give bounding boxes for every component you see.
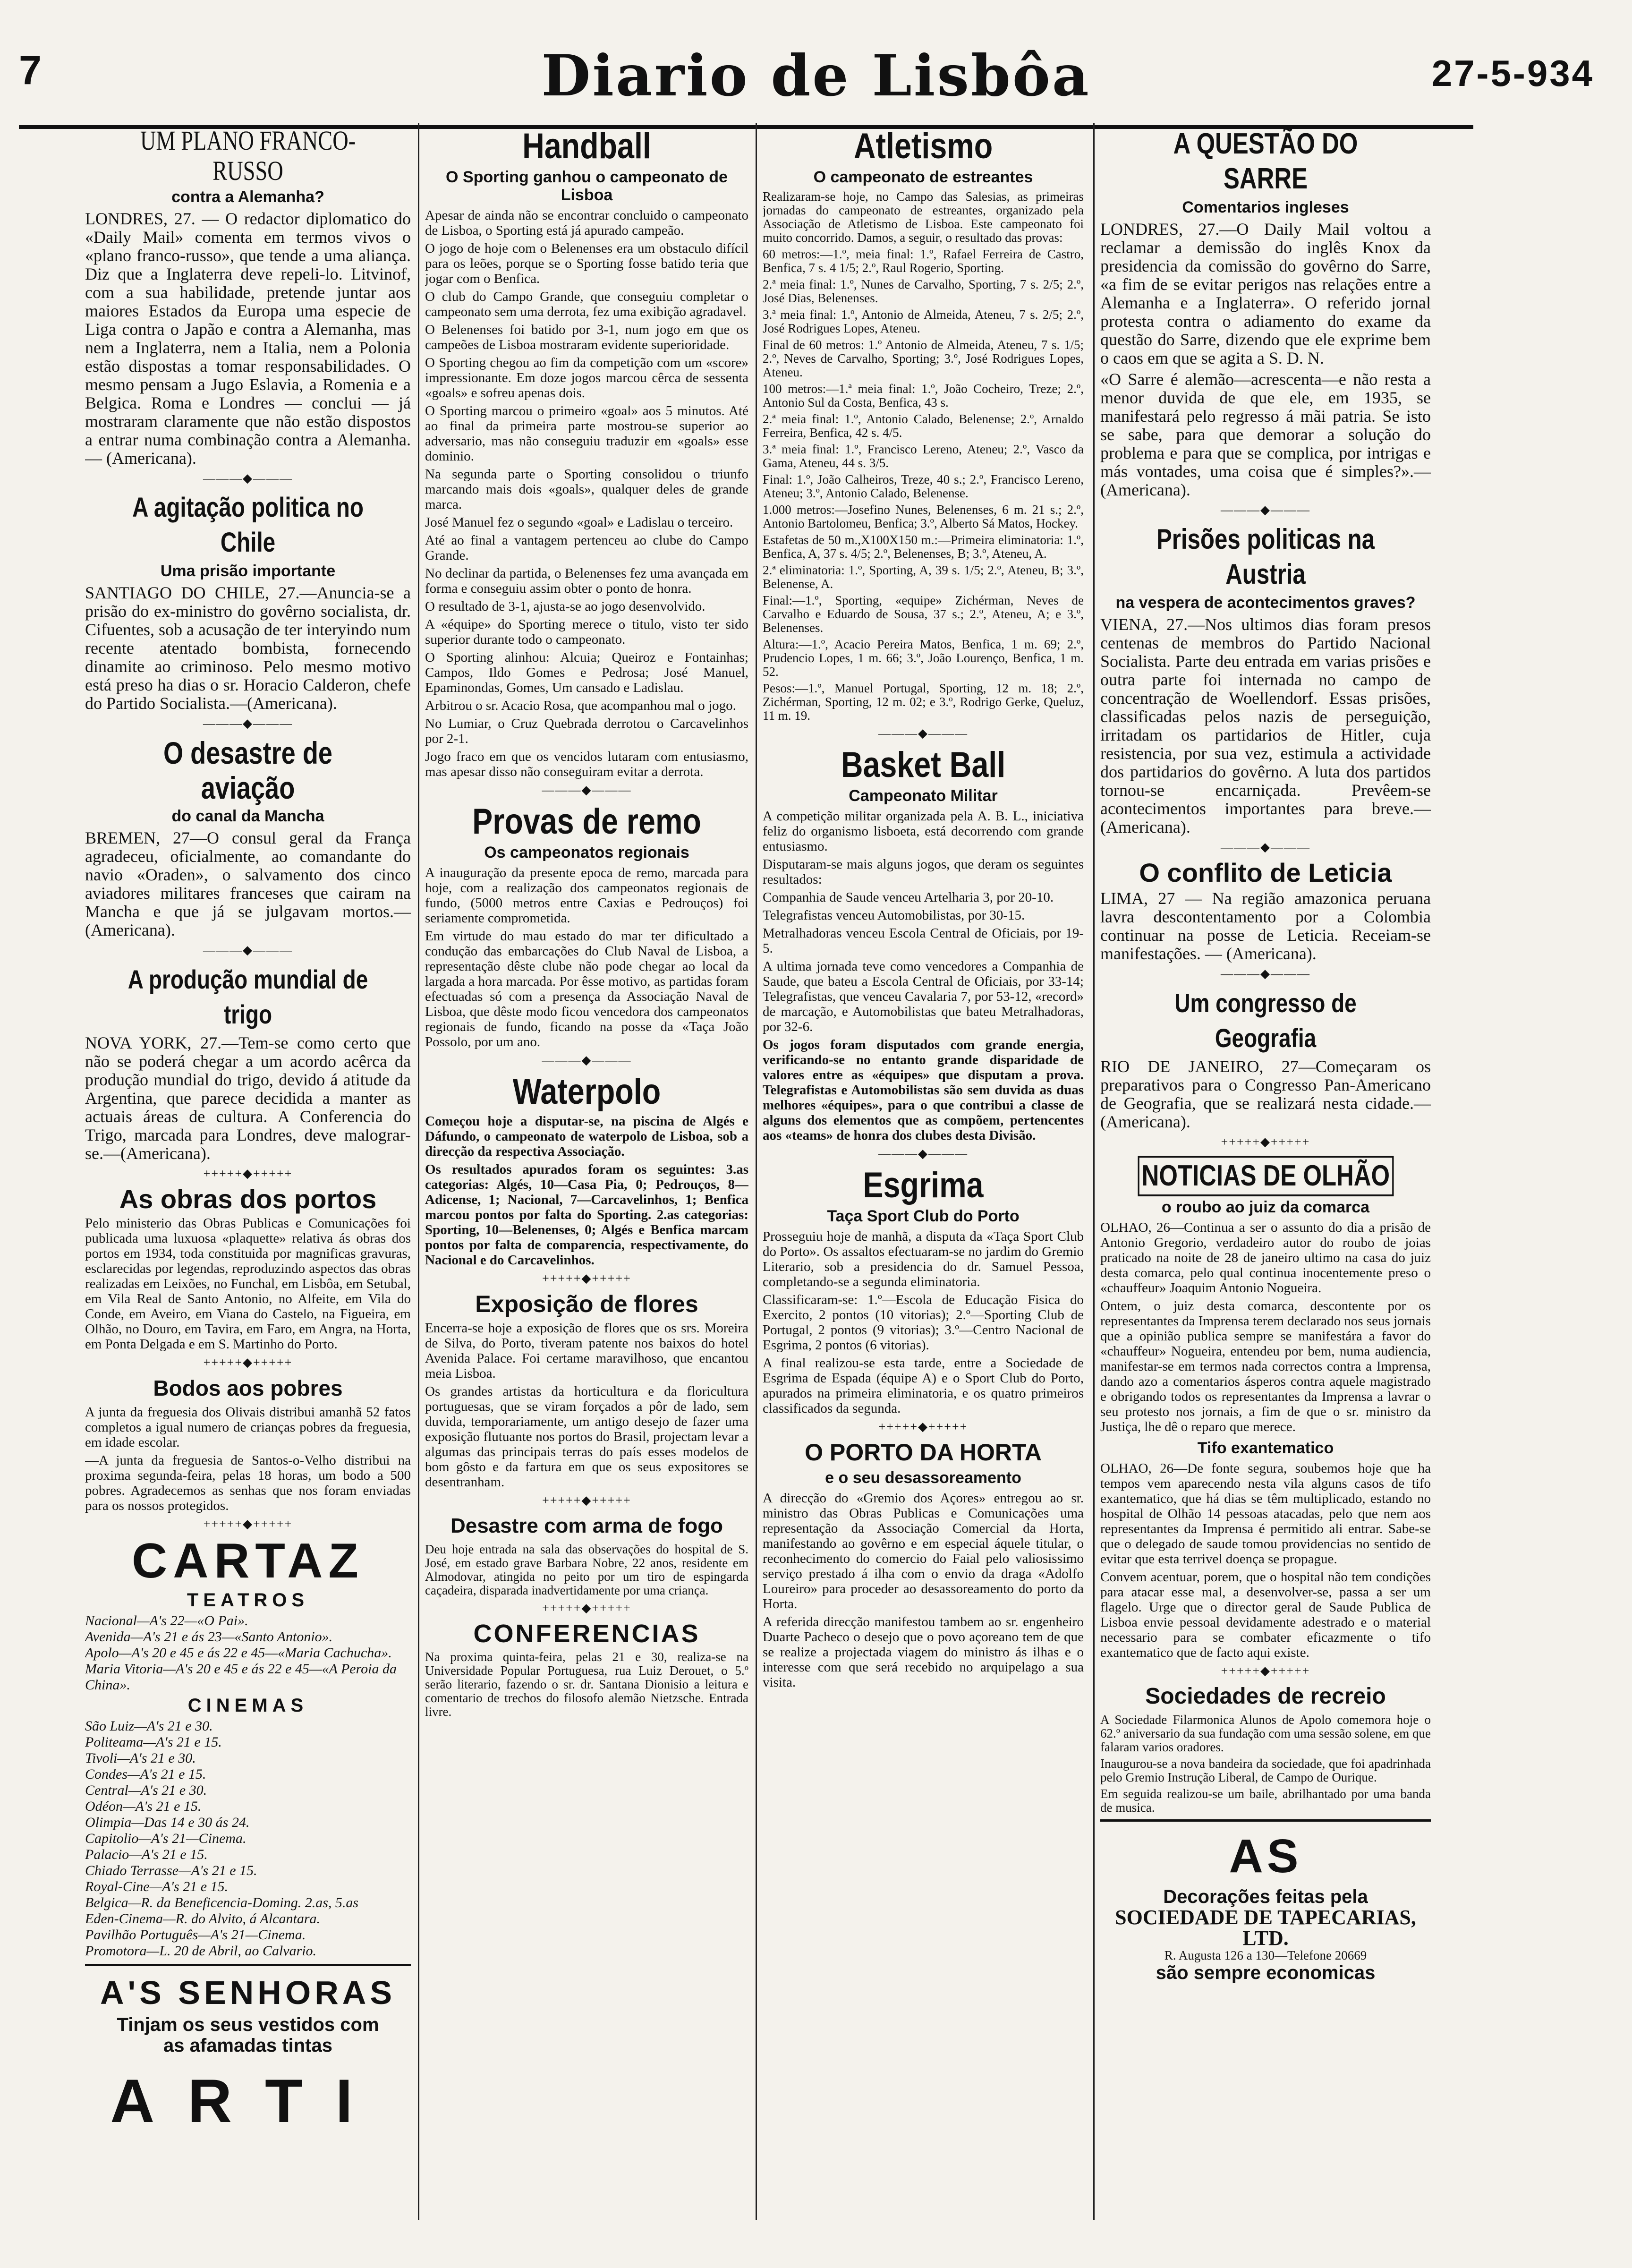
article-portos xyxy=(85,1185,411,1352)
column-1 xyxy=(85,123,411,2220)
article-text: No declinar da partida, o Belenenses fez uma avançada em forma e conseguiu assim obter o ponto de honra. xyxy=(425,566,748,596)
article-franco-russo xyxy=(85,126,411,468)
headline: Bodos aos pobres xyxy=(153,1376,343,1400)
result-line: Altura:—1.º, Acacio Pereira Matos, Benfica, 1 m. 69; 2.º, Prudencio Lopes, 1 m. 66; 3.º, João Lourenço, Benfica, 1 m. 52. xyxy=(763,637,1084,679)
listing-item: Nacional—A's 22—«O Pai». xyxy=(85,1613,248,1629)
separator: ———◆——— xyxy=(878,726,968,740)
advert-text: Tinjam os seus vestidos com xyxy=(117,2014,379,2035)
article-text: Arbitrou o sr. Acacio Rosa, que acompanhou mal o jogo. xyxy=(425,698,736,713)
column-divider xyxy=(756,123,757,2220)
article-text: Encerra-se hoje a exposição de flores que os srs. Moreira de Silva, do Porto, tiveram patente nos baixos do hotel Avenida Palace. Foi certame maravilhoso, que encantou meia Lisboa. xyxy=(425,1321,748,1381)
headline: O PORTO DA HORTA xyxy=(805,1439,1042,1466)
subheadline: Tifo exantematico xyxy=(1197,1439,1334,1457)
article-text: Apesar de ainda não se encontrar concluido o campeonato de Lisboa, o Sporting está já apurado campeão. xyxy=(425,208,748,238)
newspaper-title: Diario de Lisbôa xyxy=(541,43,1091,109)
headline: UM PLANO FRANCO-RUSSO xyxy=(140,125,356,186)
result-line: 1.000 metros:—Josefino Nunes, Belenenses, 6 m. 21 s.; 2.º, Antonio Bartolomeu, Benfica; 3.º, Alberto Sá Matos, Hockey. xyxy=(763,503,1084,530)
separator: +++++◆+++++ xyxy=(203,1356,293,1369)
separator: ———◆——— xyxy=(542,1053,632,1067)
headline: A agitação politica no Chile xyxy=(132,492,364,558)
subheadline: o roubo ao juiz da comarca xyxy=(1161,1198,1370,1216)
article-text: O jogo de hoje com o Belenenses era um obstaculo difícil para os leões, porque se o Sporting fosse batido teria que jogar com o Benfica. xyxy=(425,241,748,286)
result-line: 60 metros:—1.º, meia final: 1.º, Rafael Ferreira de Castro, Benfica, 7 s. 4 1/5; 2.º, Raul Rogerio, Sporting. xyxy=(763,247,1084,275)
article-text: Em seguida realizou-se um baile, abrilhantado por uma banda de musica. xyxy=(1100,1787,1431,1815)
listing-item: Palacio—A's 21 e 15. xyxy=(85,1847,208,1862)
teatros-label: TEATROS xyxy=(187,1590,309,1611)
advert-tapecarias xyxy=(1100,1819,1431,1983)
article-text: Deu hoje entrada na sala das observações do hospital de S. José, em estado grave Barbara Nobre, 22 anos, residente em Almodovar, atingida no peito por um tiro de espingarda caçadeira, disparada inadvertidamente por uma criança. xyxy=(425,1542,748,1597)
listing-item: São Luiz—A's 21 e 30. xyxy=(85,1718,213,1734)
article-text: Telegrafistas venceu Automobilistas, por 30-15. xyxy=(763,908,1025,923)
headline: Waterpolo xyxy=(512,1072,661,1112)
headline: Provas de remo xyxy=(472,801,701,842)
article-text: Prosseguiu hoje de manhã, a disputa da «Taça Sport Club do Porto». Os assaltos efectuaram-se no jardim do Gremio Literario, sob a presidencia do dr. Samuel Pessoa, completando-se a segunda eliminatoria. xyxy=(763,1229,1084,1289)
subheadline: contra a Alemanha? xyxy=(171,188,324,206)
listing-item: Maria Vitoria—A's 20 e 45 e ás 22 e 45—«A Peroia da China». xyxy=(85,1661,397,1693)
article-text: O Sporting marcou o primeiro «goal» aos 5 minutos. Até ao final da primeira parte mostrou-se superior ao adversario, mas não conseguiu traduzir em «goals» esse dominio. xyxy=(425,403,748,464)
listing-item: Capitolio—A's 21—Cinema. xyxy=(85,1831,246,1846)
article-chile xyxy=(85,490,411,713)
article-recreio xyxy=(1100,1682,1431,1815)
listing-item: Olimpia—Das 14 e 30 ás 24. xyxy=(85,1815,250,1830)
article-sarre xyxy=(1100,127,1431,499)
issue-date: 27-5-934 xyxy=(1431,52,1594,94)
article-remo xyxy=(425,803,748,1049)
article-text: No Lumiar, o Cruz Quebrada derrotou o Carcavelinhos por 2-1. xyxy=(425,716,748,746)
listing-item: Eden-Cinema—R. do Alvito, á Alcantara. xyxy=(85,1911,321,1927)
article-basket xyxy=(763,746,1084,1143)
article-text: Classificaram-se: 1.º—Escola de Educação Fisica do Exercito, 2 pontos (10 vitorias); 2.º—Sporting Club de Portugal, 2 pontos (9 vitorias); 3.º—Centro Nacional de Esgrima, 2 pontos (6 vitorias). xyxy=(763,1292,1084,1353)
advert-headline: AS xyxy=(1229,1830,1302,1883)
subheadline: Comentarios ingleses xyxy=(1182,198,1349,216)
article-text: OLHAO, 26—De fonte segura, soubemos hoje que ha tempos vem aparecendo nesta vila alguns casos de tifo exantematico, que há dias se têm multiplicado, estando no hospital de Olhão 14 pessoas atacadas, pelo que nem aos representantes da Imprensa é permitido ali entrar. Sabe-se que o delegado de saude tomou providencias no sentido de evitar que esta terrivel doença se propague. xyxy=(1100,1461,1431,1567)
article-text: VIENA, 27.—Nos ultimos dias foram presos centenas de membros do Partido Nacional Socialista. Parte deu entrada em varias prisões e outra parte foi internada no campo de concentração de Woellendorf. Essas prisões, classificadas pelos nazis de perseguição, irritadam os partidarios de Hitler, cuja resistencia, por sua vez, estimula a actividade dos partidarios do govêrno. A luta dos partidos tornou-se encarniçada. Prevêem-se acontecimentos importantes para breve.—(Americana). xyxy=(1100,615,1431,836)
article-text: Começou hoje a disputar-se, na piscina de Algés e Dáfundo, o campeonato de waterpolo de Lisboa, sob a direcção da respectiva Associação. xyxy=(425,1114,748,1159)
article-text: Jogo fraco em que os vencidos lutaram com entusiasmo, mas apesar disso não conseguiram evitar a derrota. xyxy=(425,749,748,779)
separator: +++++◆+++++ xyxy=(542,1271,631,1285)
column-divider xyxy=(418,123,419,2220)
subheadline: do canal da Mancha xyxy=(171,807,324,825)
article-text: BREMEN, 27—O consul geral da França agradeceu, oficialmente, ao comandante do navio «Oraden», o salvamento dos cinco aviadores militares franceses que cairam na Mancha e que já se julgavam mortos.—(Americana). xyxy=(85,828,411,939)
result-line: Final:—1.º, Sporting, «equipe» Zichérman, Neves de Carvalho e Eduardo de Sousa, 37 s.; 2.º, Ateneu, A; e 3.º, Belenenses. xyxy=(763,593,1084,635)
separator: ———◆——— xyxy=(203,471,293,485)
article-text: A ultima jornada teve como vencedores a Companhia de Saude, que bateu a Escola Central de Oficiais, por 33-14; Telegrafistas, que venceu Cavalaria 7, por 53-12, «record» de marcação, e Automobilistas que bateu Metralhadoras, por 32-6. xyxy=(763,959,1084,1034)
headline: O conflito de Leticia xyxy=(1139,858,1392,887)
column-3 xyxy=(763,123,1084,2220)
listing-item: Politeama—A's 21 e 15. xyxy=(85,1734,222,1750)
article-text: José Manuel fez o segundo «goal» e Ladislau o terceiro. xyxy=(425,515,733,530)
article-text: A «équipe» do Sporting merece o titulo, visto ter sido superior durante todo o campeonato. xyxy=(425,617,748,647)
article-flores xyxy=(425,1289,748,1490)
article-text: —A junta da freguesia de Santos-o-Velho distribui na proxima segunda-feira, pelas 18 horas, um bodo a 500 pobres. Agradecemos as senhas que nos foram enviadas para os nossos protegidos. xyxy=(85,1453,411,1513)
article-text: Até ao final a vantagem pertenceu ao clube do Campo Grande. xyxy=(425,533,748,563)
separator: ———◆——— xyxy=(203,943,293,957)
headline: CONFERENCIAS xyxy=(473,1620,700,1648)
cinemas-label: CINEMAS xyxy=(187,1695,308,1716)
article-text: Os grandes artistas da horticultura e da floricultura portuguesas, que se viram forçados a pôr de lado, sem duvida, temporariamente, um antigo desejo de fazer uma exposição flutuante nos portos do Brasil, projectam levar a algumas das principais terras do país esses modelos de bom gôsto e da fartura em que os seus expositores se desentranham. xyxy=(425,1384,748,1490)
separator: ———◆——— xyxy=(1221,503,1310,517)
column-divider xyxy=(1093,123,1095,2220)
advert-text: são sempre economicas xyxy=(1156,1962,1376,1983)
article-waterpolo xyxy=(425,1073,748,1268)
advert-brand: ARTI xyxy=(110,2066,386,2135)
article-esgrima xyxy=(763,1167,1084,1416)
article-text: O resultado de 3-1, ajusta-se ao jogo desenvolvido. xyxy=(425,599,706,614)
article-text: Ontem, o juiz desta comarca, descontente por os representantes da Imprensa terem declarado nos seus jornais que a opinião publica sempre se manifestára a favor do «chauffeur» Nogueira, entendeu por bem, numa audiencia, manifestar-se em termos nada correctos contra a Imprensa, dando azo a comentarios ásperos contra aquele magistrado e obrigando todos os representantes da Imprensa a lavrar o seu protesto nos jornais, a fim de que o sr. ministro da Justiça, lhe dê o reparo que merece. xyxy=(1100,1298,1431,1434)
result-line: Pesos:—1.º, Manuel Portugal, Sporting, 12 m. 18; 2.º, Zichérman, Sporting, 12 m. 02; e 3.º, Rodrigo Gerke, Queluz, 11 m. 19. xyxy=(763,681,1084,723)
article-text: LIMA, 27 — Na região amazonica peruana lavra descontentamento por a Colombia continuar na posse de Leticia. Receiam-se manifestações. — (Americana). xyxy=(1100,889,1431,963)
article-text: O club do Campo Grande, que conseguiu completar o campeonato sem uma derrota, fez uma exibição agradavel. xyxy=(425,289,748,319)
subheadline: O campeonato de estreantes xyxy=(813,168,1033,186)
article-olhao xyxy=(1100,1152,1431,1660)
article-text: NOVA YORK, 27.—Tem-se como certo que não se poderá chegar a um acordo acêrca da produção mundial do trigo, devido á atitude da Argentina, que parece decidida a manter as actuais áreas de cultura. A Conferencia do Trigo, marcada para Londres, deve malograr-se.—(Americana). xyxy=(85,1033,411,1163)
subheadline: Campeonato Militar xyxy=(849,787,998,805)
headline: Esgrima xyxy=(863,1165,984,1205)
result-line: 2.ª eliminatoria: 1.º, Sporting, A, 39 s. 1/5; 2.º, Ateneu, B; 3.º, Belenense, A. xyxy=(763,563,1084,591)
article-conferencias xyxy=(425,1619,748,1719)
column-2 xyxy=(425,123,748,2220)
article-text: O Sporting chegou ao fim da competição com um «score» impressionante. Em doze jogos marcou cêrca de sessenta «goals» e sofreu apenas dois. xyxy=(425,355,748,401)
article-text: LONDRES, 27. — O redactor diplomatico do «Daily Mail» comenta em termos vivos o «plano franco-russo», que tende a uma aliança. Diz que a Inglaterra deve repeli-lo. Litvinof, com a sua habilidade, pretende juntar aos maiores Estados da Europa uma especie de Liga contra o Japão e contra a Alemanha, mas nem a Inglaterra, nem a Italia, nem a Polonia estão dispostas a tomar responsabilidades. O mesmo pensam a Jugo Eslavia, a Romenia e a Belgica. Roma e Londres — conclui — já mostraram claramente que não estão dispostos a entrar numa combinação contra a Alemanha. — (Americana). xyxy=(85,209,411,468)
article-text: «O Sarre é alemão—acrescenta—e não resta a menor duvida de que ele, em 1935, se manifestará pelo regresso á mãi patria. Se isto se sabe, para que demorar a solução do problema e para que se complica, por intrigas e más vontades, uma coisa que é simples?».—(Americana). xyxy=(1100,370,1431,499)
article-text: A junta da freguesia dos Olivais distribui amanhã 52 fatos completos a igual numero de crianças pobres da freguesia, em idade escolar. xyxy=(85,1405,411,1450)
article-geografia xyxy=(1100,986,1431,1131)
listing-item: Condes—A's 21 e 15. xyxy=(85,1766,206,1782)
result-line: Final de 60 metros: 1.º Antonio de Almeida, Ateneu, 7 s. 1/5; 2.º, Neves de Carvalho, Sporting; 3.º, José Rodrigues Lopes, Ateneu. xyxy=(763,338,1084,379)
headline: A produção mundial de trigo xyxy=(128,964,368,1029)
article-text: Companhia de Saude venceu Artelharia 3, por 20-10. xyxy=(763,890,1054,905)
advert-text: SOCIEDADE DE TAPECARIAS, LTD. xyxy=(1115,1906,1416,1950)
article-text: Na proxima quinta-feira, pelas 21 e 30, realiza-se na Universidade Popular Portuguesa, rua Luiz Derouet, o 5.º serão literario, fazendo o sr. dr. Santana Dionisio a leitura e comentario de trechos do filosofo alemão Nietzsche. Entrada livre. xyxy=(425,1650,748,1719)
separator: +++++◆+++++ xyxy=(203,1167,293,1180)
subheadline: Os campeonatos regionais xyxy=(484,844,689,861)
article-text: RIO DE JANEIRO, 27—Começaram os preparativos para o Congresso Pan-Americano de Geografia, que se realizará nesta cidade.—(Americana). xyxy=(1100,1057,1431,1131)
listing-item: Royal-Cine—A's 21 e 15. xyxy=(85,1879,229,1894)
result-line: 3.ª meia final: 1.º, Antonio de Almeida, Ateneu, 7 s. 2/5; 2.º, José Rodrigues Lopes, Ateneu. xyxy=(763,307,1084,335)
article-text: A inauguração da presente epoca de remo, marcada para hoje, com a realização dos campeonatos regionais de fundo, (5000 metros entre Caxias e Pedrouços) foi seriamente comprometida. xyxy=(425,865,748,926)
article-aviacao xyxy=(85,735,411,939)
subheadline: e o seu desassoreamento xyxy=(825,1469,1021,1487)
article-text: Inaugurou-se a nova bandeira da sociedade, que foi apadrinhada pelo Gremio Instrução Liberal, de Campo de Ourique. xyxy=(1100,1756,1431,1784)
article-text: Realizaram-se hoje, no Campo das Salesias, as primeiras jornadas do campeonato de estreantes, organizado pela Associação de Atletismo de Lisboa. Este campeonato foi muito concorrido. Damos, a seguir, o resultado das provas: xyxy=(763,189,1084,245)
article-text: Pelo ministerio das Obras Publicas e Comunicações foi publicada uma luxuosa «plaquette» relativa ás obras dos portos em 1934, toda constituida por magnificas gravuras, esclarecidas por legendas, reproduzindo aspectos das obras realizadas em Leixões, no Funchal, em Lisbôa, em Setubal, em Vila Real de Santo Antonio, no Alfeite, em Vila do Conde, em Aveiro, em Viana do Castelo, na Figueira, em Olhão, no Douro, em Tavira, em Faro, em Angra, na Horta, em Ponta Delgada e em S. Martinho do Porto. xyxy=(85,1216,411,1352)
article-austria xyxy=(1100,522,1431,836)
result-line: 100 metros:—1.ª meia final: 1.º, João Cocheiro, Treze; 2.º, Antonio Sul da Costa, Benfica, 43 s. xyxy=(763,382,1084,409)
masthead xyxy=(0,33,1632,113)
separator: +++++◆+++++ xyxy=(878,1420,968,1433)
headline: NOTICIAS DE OLHÃO xyxy=(1138,1156,1394,1196)
separator: ———◆——— xyxy=(542,783,632,797)
subheadline: Uma prisão importante xyxy=(160,562,336,580)
article-text: A referida direcção manifestou tambem ao sr. engenheiro Duarte Pacheco o desejo que o povo açoreano tem de que se realize a projectada viagem do ministro ás ilhas e o interesse com que será recebido no arquipelago a sua visita. xyxy=(763,1614,1084,1690)
listing-item: Avenida—A's 21 e ás 23—«Santo Antonio». xyxy=(85,1629,333,1645)
article-text: Os resultados apurados foram os seguintes: 3.as categorias: Algés, 10—Casa Pia, 0; Pedrouços, 8—Adicense, 1; Nacional, 7—Carcavelinhos, 1; Benfica marcou pontos por falta do Sporting. 2.as categorias: Sporting, 10—Belenenses, 0; Algés e Benfica marcam pontos por falta de comparencia, respectivamente, do Nacional e do Carcavelinhos. xyxy=(425,1162,748,1268)
separator: +++++◆+++++ xyxy=(1221,1135,1310,1149)
article-leticia xyxy=(1100,858,1431,963)
column-4 xyxy=(1100,123,1431,2220)
headline: Desastre com arma de fogo xyxy=(450,1514,723,1537)
advert-address: R. Augusta 126 a 130—Telefone 20669 xyxy=(1164,1948,1367,1962)
headline: Basket Ball xyxy=(841,745,1006,785)
cinemas-list xyxy=(85,1718,411,1959)
headline: O desastre de aviação xyxy=(163,735,332,805)
separator: +++++◆+++++ xyxy=(1221,1664,1310,1678)
article-fogo xyxy=(425,1511,748,1597)
article-trigo xyxy=(85,962,411,1163)
article-text: A final realizou-se esta tarde, entre a Sociedade de Esgrima de Espada (équipe A) e o Sport Club do Porto, apurados na primeira eliminatoria, e os quatro primeiros classificados da segunda. xyxy=(763,1356,1084,1416)
article-text: Em virtude do mau estado do mar ter dificultado a condução das embarcações do Club Naval de Lisboa, a representação dêste clube não pode chegar ao local da largada a hora marcada. Por êsse motivo, as partidas foram efectuadas só com a presença da Associação Naval de Lisboa, que dêste modo ficou vencedora dos campeonatos regionais de fundo, ficando na posse da «Taça João Possolo, por um ano. xyxy=(425,929,748,1049)
separator: +++++◆+++++ xyxy=(542,1493,631,1507)
article-text: OLHAO, 26—Continua a ser o assunto do dia a prisão de Antonio Gregorio, verdadeiro autor do roubo de joias praticado na noite de 28 de janeiro ultimo na casa do juiz desta comarca, pelo qual continua inocentemente preso o «chauffeur» Joaquim Antonio Nogueira. xyxy=(1100,1220,1431,1296)
article-text: A Sociedade Filarmonica Alunos de Apolo comemora hoje o 62.º aniversario da sua fundação com uma sessão solene, em que falaram varios oradores. xyxy=(1100,1713,1431,1754)
listing-item: Pavilhão Português—A's 21—Cinema. xyxy=(85,1927,306,1943)
separator: ———◆——— xyxy=(1221,967,1310,981)
advert-text: as afamadas tintas xyxy=(163,2035,332,2056)
separator: +++++◆+++++ xyxy=(542,1601,631,1615)
cartaz-listing xyxy=(85,1535,411,1959)
article-text: A direcção do «Gremio dos Açores» entregou ao sr. ministro das Obras Publicas e Comunicações uma representação da Associação Comercial da Horta, manifestando ao govêrno e em especial áquele titular, o reconhecimento do comercio do Faial pelo valiosissimo serviço prestado á ilha com o envio da draga «Adolfo Loureiro» para proceder ao desassoreamento do porto da Horta. xyxy=(763,1491,1084,1611)
result-line: 2.ª meia final: 1.º, Nunes de Carvalho, Sporting, 7 s. 2/5; 2.º, José Dias, Belenenses. xyxy=(763,277,1084,305)
headline: Prisões politicas na Austria xyxy=(1156,523,1375,590)
subheadline: O Sporting ganhou o campeonato de Lisboa xyxy=(446,168,728,204)
subheadline: na vespera de acontecimentos graves? xyxy=(1115,594,1416,612)
headline: Handball xyxy=(522,126,651,166)
cartaz-title: CARTAZ xyxy=(132,1534,364,1588)
result-line: 3.ª meia final: 1.º, Francisco Lereno, Ateneu; 2.º, Vasco da Gama, Ateneu, 44 s. 3/5. xyxy=(763,442,1084,470)
article-text: O Belenenses foi batido por 3-1, num jogo em que os campeões de Lisboa mostraram evidente superioridade. xyxy=(425,322,748,352)
subheadline: Taça Sport Club do Porto xyxy=(827,1207,1020,1225)
article-text: Disputaram-se mais alguns jogos, que deram os seguintes resultados: xyxy=(763,857,1084,887)
article-atletismo xyxy=(763,128,1084,723)
article-text: O Sporting alinhou: Alcuia; Queiroz e Fontainhas; Campos, Ildo Gomes e Pedrosa; José Manuel, Epaminondas, Gomes, Um cansado e Ladislau. xyxy=(425,650,748,695)
listing-item: Apolo—A's 20 e 45 e ás 22 e 45—«Maria Cachucha». xyxy=(85,1645,392,1661)
page-number: 7 xyxy=(19,48,42,93)
listing-item: Odéon—A's 21 e 15. xyxy=(85,1799,202,1814)
article-bodos xyxy=(85,1373,411,1513)
result-line: Final: 1.º, João Calheiros, Treze, 40 s.; 2.º, Francisco Lereno, Ateneu; 3.º, Antonio Calado, Belenense. xyxy=(763,472,1084,500)
article-text: Os jogos foram disputados com grande energia, verificando-se no entanto grande disparidade de valores entre as «équipes» que disputam a prova. Telegrafistas e Automobilistas são sem duvida as duas melhores «équipes», para o que contribui a classe de alguns dos elementos que as compõem, pertencentes aos «teams» de honra dos clubes desta Divisão. xyxy=(763,1037,1084,1143)
headline: Exposição de flores xyxy=(475,1291,698,1317)
headline: Um congresso de Geografia xyxy=(1174,988,1357,1053)
article-handball xyxy=(425,128,748,779)
listing-item: Belgica—R. da Beneficencia-Doming. 2.as, 5.as xyxy=(85,1895,359,1910)
separator: +++++◆+++++ xyxy=(203,1517,293,1531)
headline: Atletismo xyxy=(853,126,993,166)
separator: ———◆——— xyxy=(878,1147,968,1160)
teatros-list xyxy=(85,1613,411,1693)
result-line: 2.ª meia final: 1.º, Antonio Calado, Belenense; 2.º, Arnaldo Ferreira, Benfica, 42 s. 4/5. xyxy=(763,412,1084,440)
article-text: Na segunda parte o Sporting consolidou o triunfo marcando mais dois «goals», qualquer deles de grande marca. xyxy=(425,467,748,512)
headline: As obras dos portos xyxy=(119,1184,377,1214)
article-text: SANTIAGO DO CHILE, 27.—Anuncia-se a prisão do ex-ministro do govêrno socialista, dr. Cifuentes, sob a acusação de ter interyindo num recente atentado bombista, fornecendo dinamite ao criminoso. Pelo mesmo motivo está preso ha dias o sr. Horacio Calderon, chefe do Partido Socialista.—(Americana). xyxy=(85,583,411,713)
article-text: A competição militar organizada pela A. B. L., iniciativa feliz do organismo lisboeta, está decorrendo com grande entusiasmo. xyxy=(763,809,1084,854)
result-line: Estafetas de 50 m.,X100X150 m.:—Primeira eliminatoria: 1.º, Benfica, A, 37 s. 4/5; 2.º, Belenenses, B; 3.º, Ateneu, A. xyxy=(763,533,1084,561)
advert-arti xyxy=(85,1964,411,2136)
listing-item: Promotora—L. 20 de Abril, ao Calvario. xyxy=(85,1943,317,1959)
article-text: Convem acentuar, porem, que o hospital não tem condições para atacar esse mal, a desenvolver-se, passa a ser um flagelo. Urge que o director geral de Saude Publica de Lisboa envie pessoal devidamente adestrado e o material necessario para se combater eficazmente o tifo exantematico que de facto aqui existe. xyxy=(1100,1569,1431,1660)
headline: A QUESTÃO DO SARRE xyxy=(1173,128,1358,195)
listing-item: Chiado Terrasse—A's 21 e 15. xyxy=(85,1863,257,1878)
advert-text: Decorações feitas pela xyxy=(1163,1886,1368,1907)
separator: ———◆——— xyxy=(1221,840,1310,854)
article-horta xyxy=(763,1438,1084,1690)
listing-item: Tivoli—A's 21 e 30. xyxy=(85,1750,196,1766)
listing-item: Central—A's 21 e 30. xyxy=(85,1782,207,1798)
article-text: LONDRES, 27.—O Daily Mail voltou a reclamar a demissão do inglês Knox da presidencia da comissão do govêrno do Sarre, «a fim de se evitar perigos nas relações entre a Alemanha e a Inglaterra». O referido jornal protesta contra o adiamento do exame da questão do Sarre, dizendo que ele exprime bem o caos em que se agita a S. D. N. xyxy=(1100,220,1431,367)
headline: Sociedades de recreio xyxy=(1145,1684,1386,1709)
article-text: Metralhadoras venceu Escola Central de Oficiais, por 19-5. xyxy=(763,926,1084,956)
separator: ———◆——— xyxy=(203,716,293,730)
advert-headline: A'S SENHORAS xyxy=(100,1974,396,2011)
